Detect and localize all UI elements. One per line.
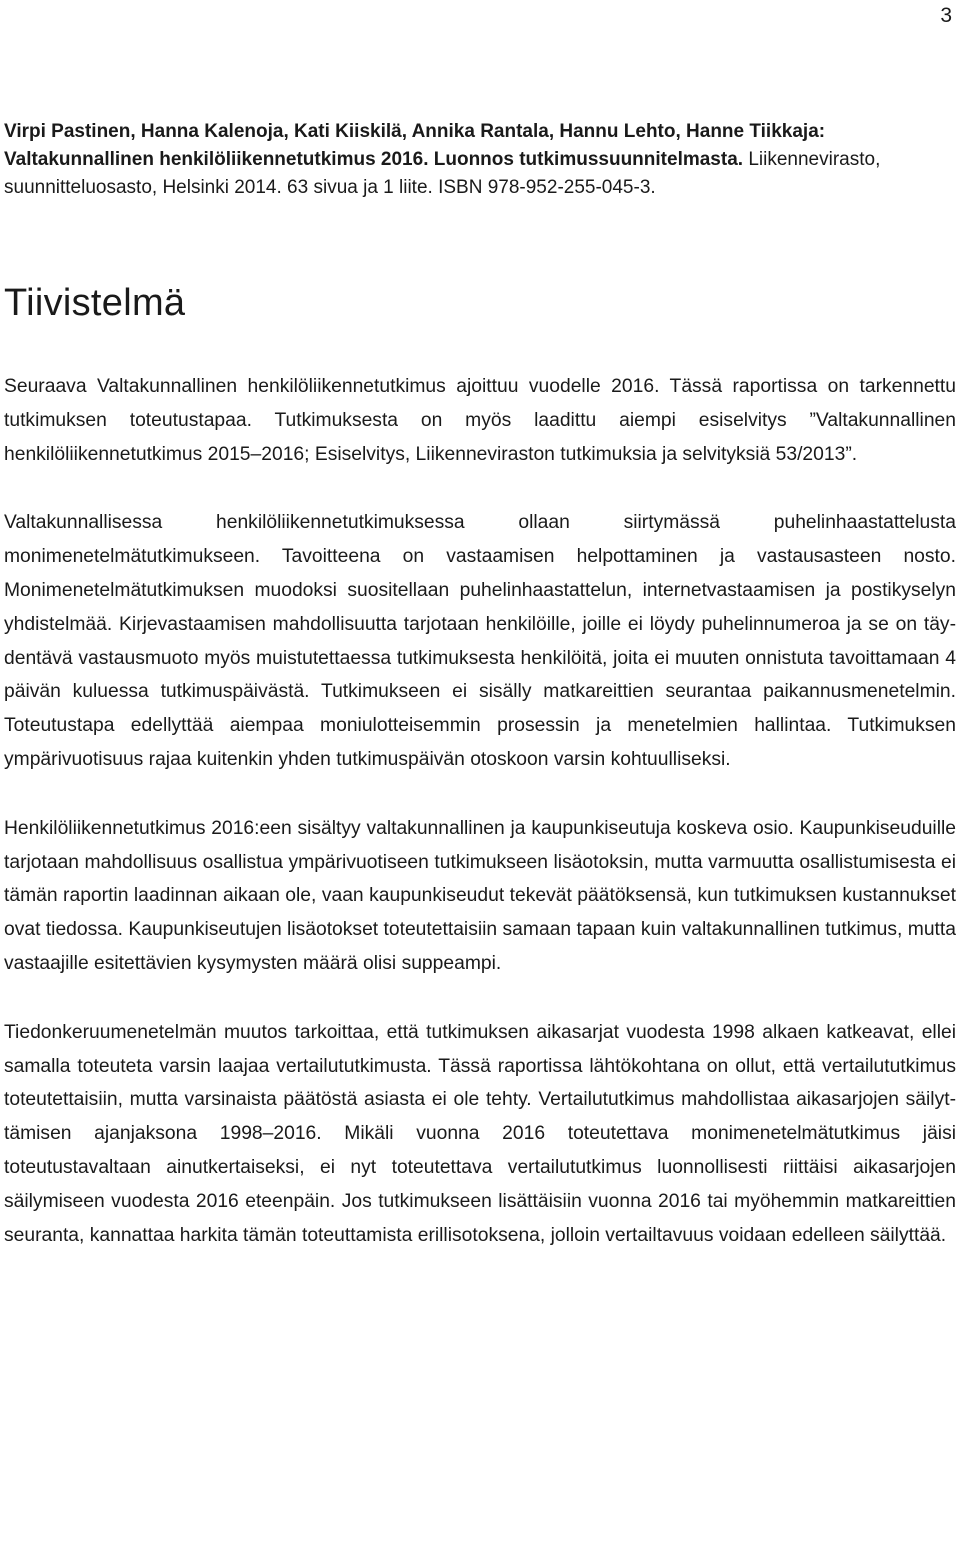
section-title: Tiivistelmä [4, 282, 186, 324]
summary-paragraph-3: Henkilöliikennetutkimus 2016:een sisältyy valtakunnallinen ja kaupunkiseutuja koskeva osio. Kaupunkiseuduille tarjotaan mahdollisuus osallistua ympärivuotiseen tutkimukseen lisäotoksin, mutta varmuutta osallistumisesta ei tämän raportin laadinnan aikaan ole, vaan kaupunkiseudut tekevät päätöksensä, kun tutkimuksen kustannukset ovat tiedossa. Kaupunkiseutujen lisäotokset toteutettaisiin samaan tapaan kuin valtakunnallinen tutkimus, mutta vastaajille esitettävien kysymysten määrä olisi suppeampi. [4, 817, 956, 974]
summary-paragraph-1: Seuraava Valtakunnallinen henkilöliikennetutkimus ajoittuu vuodelle 2016. Tässä raportissa on tarkennettu tutkimuksen toteutustapaa. Tutkimuksesta on myös laadittu aiempi esiselvitys ”Valtakunnallinen henkilöliikennetutkimus 2015–2016; Esiselvitys, Liikenneviraston tutkimuksia ja selvityksiä 53/2013”. [4, 376, 956, 465]
summary-paragraph-4: Tiedonkeruumenetelmän muutos tarkoittaa, että tutkimuksen aikasarjat vuodesta 1998 alkaen katkeavat, ellei samalla toteuteta varsin laajaa vertailututkimusta. Tässä raportissa lähtökohtana on ollut, että vertailututkimus toteutettaisiin, mutta varsinaista päätöstä asiasta ei ole tehty. Vertailututkimus mahdollistaa aikasarjojen säilyttämisen ajanjaksona 1998–2016. Mikäli vuonna 2016 toteutettava monimenetelmätutkimus jäisi toteutustavaltaan ainutkertaiseksi, ei nyt toteutettava vertailututkimus luonnollisesti riittäisi aikasarjojen säilymiseen vuodesta 2016 eteenpäin. Jos tutkimukseen lisättäisiin vuonna 2016 tai myöhemmin matkareittien seuranta, kannattaa harkita tämän toteuttamista erillisotoksena, jolloin vertailtavuus voidaan edelleen säilyttää. [4, 1021, 956, 1246]
summary-paragraph-2: Valtakunnallisessa henkilöliikennetutkimuksessa ollaan siirtymässä puhelinhaastattelusta monimenetelmätutkimukseen. Tavoitteena on vastaamisen helpottaminen ja vastausasteen nosto. Monimenetelmätutkimuksen muodoksi suositellaan puhelinhaastattelun, internetvastaamisen ja postikyselyn yhdistelmää. Kirjevastaamisen mahdollisuutta tarjotaan henkilöille, joille ei löydy puhelinnumeroa ja se on täydentävä vastausmuoto myös muistutettaessa tutkimuksesta henkilöitä, joita ei muuten onnistuta tavoittamaan 4 päivän kuluessa tutkimuspäivästä. Tutkimukseen ei sisälly matkareittien seurantaa paikannusmenetelmin. Toteutustapa edellyttää aiempaa moniulotteisemmin prosessin ja menetelmien hallintaa. Tutkimuksen ympärivuotisuus rajaa kuitenkin yhden tutkimuspäivän otoskoon varsin kohtuulliseksi. [4, 512, 956, 770]
citation [4, 118, 956, 202]
page-number: 3 [940, 4, 952, 27]
citation-publisher: Liikennevirasto, suunnitteluosasto, Helsinki 2014. 63 sivua ja 1 liite. ISBN 978-952-255-045-3. [4, 149, 881, 198]
citation-authors-title: Virpi Pastinen, Hanna Kalenoja, Kati Kiiskilä, Annika Rantala, Hannu Lehto, Hanne Tiikkaja: Valtakunnallinen henkilöliikennetutkimus 2016. Luonnos tutkimussuunnitelmasta. [4, 121, 826, 170]
page-content [4, 118, 956, 1252]
